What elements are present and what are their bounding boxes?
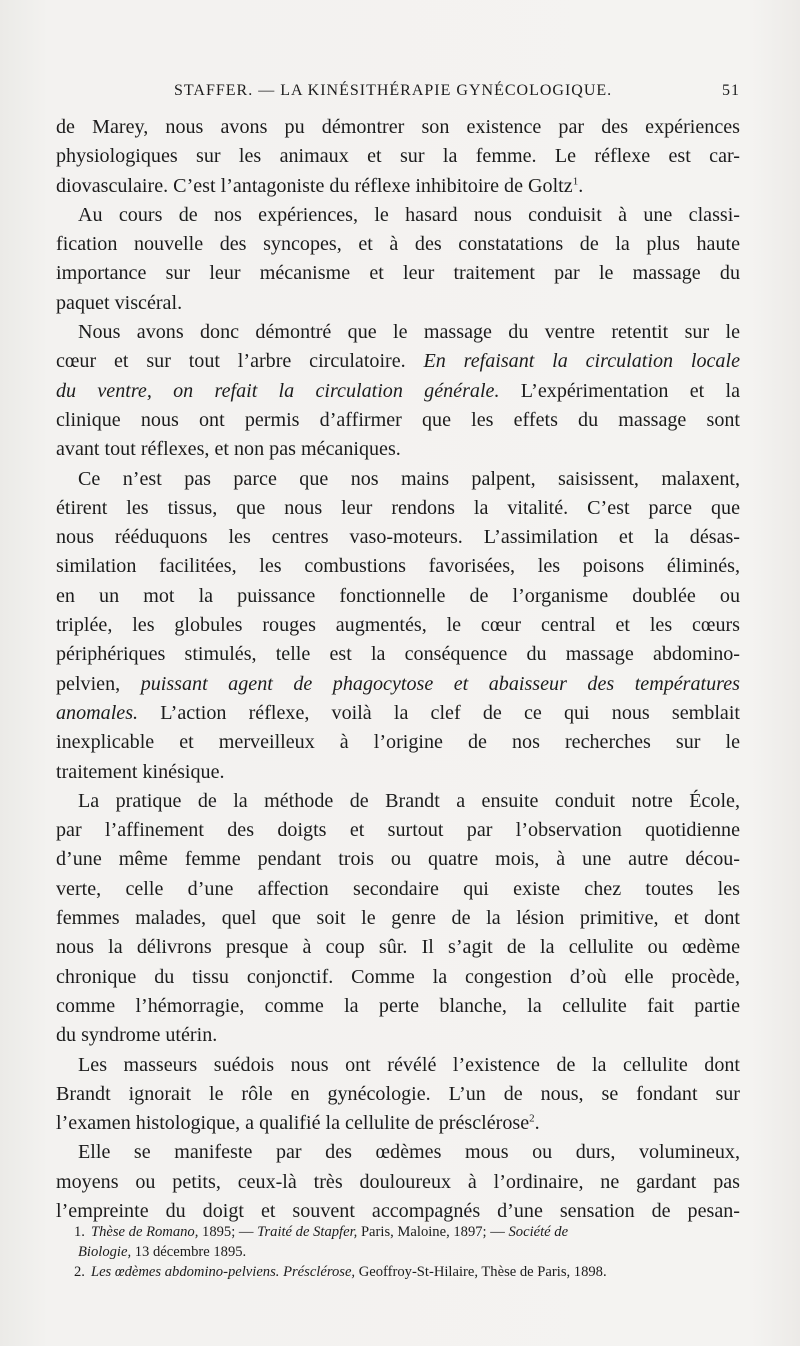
text-segment: Geoffroy-St-Hilaire, Thèse de Paris, 1898. (355, 1264, 607, 1280)
text-line: en un mot la puissance fonctionnelle de l’organisme doublée ou (56, 584, 740, 607)
paragraph (56, 201, 740, 318)
italic-segment: Thèse de Romano, (90, 1224, 199, 1240)
text-line (56, 347, 740, 376)
text-line: importance sur leur mécanisme et leur traitement par le massage du (56, 262, 740, 285)
footnote-ref: 2 (529, 1112, 535, 1125)
italic-segment: Traité de Stapfer, (257, 1224, 358, 1240)
text-line: femmes malades, quel que soit le genre de la lésion primitive, et dont (56, 907, 740, 930)
text-segment: L’action réflexe, voilà la clef de ce qui nous semblait (138, 701, 740, 724)
text-line: étirent les tissus, que nous leur rendons la vitalité. C’est parce que (56, 496, 740, 519)
text-segment: cœur et sur tout l’arbre circulatoire. (56, 350, 424, 373)
text-segment: 1895; — (198, 1224, 258, 1240)
paragraph (56, 787, 740, 1051)
text-line: nous la délivrons presque à coup sûr. Il s’agit de la cellulite ou œdème (56, 936, 740, 959)
italic-segment: En refaisant la circulation locale (423, 350, 740, 373)
text-segment: 13 décembre 1895. (131, 1244, 247, 1260)
text-line: inexplicable et merveilleux à l’origine de nos recherches sur le (56, 731, 740, 754)
text-line: de Marey, nous avons pu démontrer son existence par des expériences (56, 116, 740, 138)
text-line: Brandt ignorait le rôle en gynécologie. L’un de nous, se fondant sur (56, 1082, 740, 1105)
footnote-number: 2. (74, 1264, 85, 1280)
text-line: fication nouvelle des syncopes, et à des constatations de la plus haute (56, 233, 740, 256)
body-text (56, 113, 740, 1226)
text-segment: L’expérimentation et la (499, 379, 740, 402)
text-segment: Paris, Maloine, 1897; — (357, 1224, 509, 1240)
text-line: triplée, les globules rouges augmentés, le cœur central et les cœurs (56, 614, 740, 637)
footnotes (74, 1222, 740, 1282)
text-line: nous rééduquons les centres vaso-moteurs. L’assimilation et la désas- (56, 526, 740, 549)
text-segment: . (578, 174, 584, 197)
text-segment: diovasculaire. C’est l’antagoniste du réflexe inhibitoire de Goltz (56, 174, 573, 197)
running-title: STAFFER. — LA KINÉSITHÉRAPIE GYNÉCOLOGIQUE. (174, 82, 613, 99)
text-line: moyens ou petits, ceux-là très douloureux à l’ordinaire, ne gardant pas (56, 1170, 740, 1193)
footnote-number: 1. (74, 1224, 85, 1240)
text-line: similation facilitées, les combustions favorisées, les poisons éliminés, (56, 555, 740, 578)
text-line (56, 1109, 740, 1138)
italic-segment: puissant agent de phagocytose et abaisseur des températures (140, 672, 740, 695)
text-line: La pratique de la méthode de Brandt a ensuite conduit notre École, (78, 789, 740, 812)
text-line: chronique du tissu conjonctif. Comme la congestion d’où elle procède, (56, 965, 740, 988)
text-line: du syndrome utérin. (56, 1024, 218, 1047)
text-line: traitement kinésique. (56, 760, 225, 783)
text-line: clinique nous ont permis d’affirmer que les effets du massage sont (56, 408, 740, 431)
text-line: Ce n’est pas parce que nos mains palpent, saisissent, malaxent, (78, 467, 740, 490)
footnote-2 (74, 1262, 740, 1282)
text-line: Elle se manifeste par des œdèmes mous ou durs, volumineux, (78, 1141, 740, 1164)
text-line (56, 670, 740, 699)
footnote-1-cont (74, 1242, 740, 1262)
text-line: physiologiques sur les animaux et sur la femme. Le réflexe est car- (56, 145, 740, 168)
text-segment: . (534, 1112, 540, 1135)
footnote-1 (74, 1222, 740, 1242)
italic-segment: Société de (508, 1224, 569, 1240)
text-line: verte, celle d’une affection secondaire qui existe chez toutes les (56, 877, 740, 900)
text-line: Nous avons donc démontré que le massage du ventre retentit sur le (78, 321, 740, 344)
paragraph (56, 113, 740, 201)
italic-segment: du ventre, on refait la circulation générale. (56, 379, 500, 402)
italic-segment: Biologie, (78, 1244, 132, 1260)
text-line: paquet viscéral. (56, 291, 183, 314)
text-line: avant tout réflexes, et non pas mécaniques. (56, 438, 401, 461)
text-segment: pelvien, (56, 672, 141, 695)
text-line: Au cours de nos expériences, le hasard nous conduisit à une classi- (78, 203, 740, 226)
italic-segment: anomales. (56, 701, 139, 724)
paragraph (56, 1051, 740, 1139)
text-line: d’une même femme pendant trois ou quatre mois, à une autre décou- (56, 848, 740, 871)
text-line (56, 377, 740, 406)
running-header (56, 82, 740, 106)
footnote-ref: 1 (572, 174, 579, 187)
paragraph (56, 1138, 740, 1226)
text-line (56, 699, 740, 728)
paragraph (56, 465, 740, 787)
text-line: comme l’hémorragie, comme la perte blanche, la cellulite fait partie (56, 994, 740, 1017)
page-number: 51 (722, 82, 740, 99)
text-segment: l’examen histologique, a qualifié la cellulite de présclérose (56, 1112, 530, 1135)
text-line: l’empreinte du doigt et souvent accompagnés d’une sensation de pesan- (56, 1199, 740, 1222)
text-line (56, 172, 740, 201)
paragraph (56, 318, 740, 464)
italic-segment: Les œdèmes abdomino-pelviens. Présclérose, (90, 1264, 356, 1280)
text-line: Les masseurs suédois nous ont révélé l’existence de la cellulite dont (78, 1053, 740, 1076)
text-line: par l’affinement des doigts et surtout par l’observation quotidienne (56, 819, 740, 842)
text-line: périphériques stimulés, telle est la conséquence du massage abdomino- (56, 643, 740, 666)
